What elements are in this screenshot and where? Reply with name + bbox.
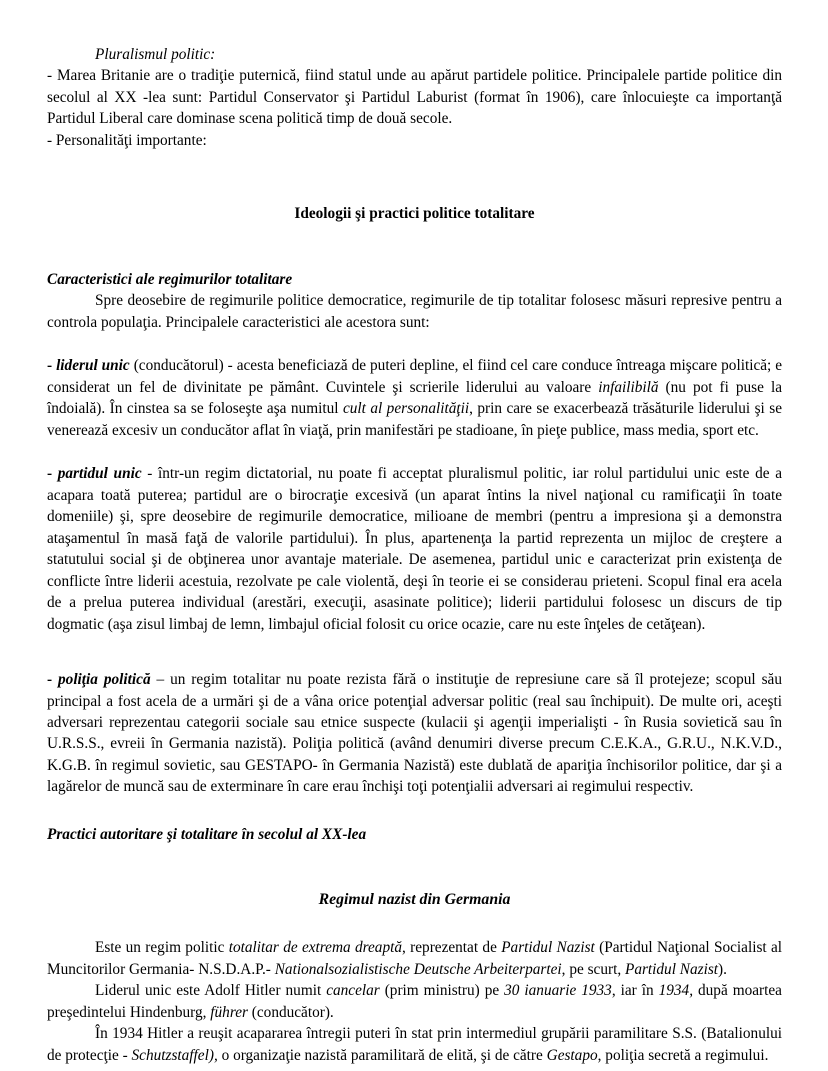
nazist3-text-3: , poliţia secretă a regimului. bbox=[597, 1046, 769, 1064]
spacer bbox=[47, 798, 782, 824]
nazist3-italic-schutzstaffel: Schutzstaffel), bbox=[131, 1046, 218, 1064]
lider-italic-cult-personalitatii: cult al personalităţii bbox=[342, 400, 470, 418]
politie-dash: - bbox=[47, 671, 59, 689]
nazist2-text-1: Liderul unic este Adolf Hitler numit bbox=[95, 982, 327, 1000]
nazist1-italic-partidul-nazist-2: Partidul Nazist bbox=[624, 960, 719, 978]
nazist2-italic-data-1933: 30 ianuarie 1933 bbox=[504, 982, 612, 1000]
nazist1-text-3: (Partidul Naţional Socialist al Muncitorilor Germania- N.S.D.A.P.- bbox=[47, 939, 783, 978]
nazist2-text-2: (prim ministru) pe bbox=[379, 982, 505, 1000]
personalitati-line: - Personalităţi importante: bbox=[47, 131, 207, 149]
caracteristici-body: Spre deosebire de regimurile politice democratice, regimurile de tip totalitar folosesc măsuri represive pentru a controla populaţia. Principalele caracteristici ale acestora sunt: bbox=[47, 292, 782, 331]
spacer bbox=[47, 845, 782, 889]
paragraph-partidul-unic bbox=[47, 463, 782, 635]
paragraph-nazist-1 bbox=[47, 937, 782, 980]
nazist1-text-5: ). bbox=[718, 960, 727, 978]
partid-dash: - bbox=[47, 465, 58, 483]
spacer bbox=[47, 333, 782, 355]
lider-term: liderul unic bbox=[56, 357, 130, 375]
nazist1-italic-partidul-nazist: Partidul Nazist bbox=[501, 939, 595, 957]
nazist2-italic-an-1934: 1934, bbox=[658, 982, 694, 1000]
partid-text-1: - într-un regim dictatorial, nu poate fi acceptat pluralismul politic, iar rolul partidului unic este de a acapara toată puterea; partidul are o birocraţie excesivă (un aparat întins la nivel naţional cu ramificaţii în toate domeniile) şi, spre deosebire de regimurile democratice, milioane de membri (pentru a impresiona şi a demonstra ataşamentul în masă faţă de valorile partidului). În plus, apartenenţa la partid reprezenta un mijloc de creştere a statutului social şi de obţinerea unor avantaje materiale. De asemenea, partidul unic e caracterizat prin existenţa de conflicte între liderii acestuia, rezolvate pe cale violentă, deşi în teorie ei se considerau prieteni. Scopul final era acela de a prelua puterea individual (arestări, execuţii, asasinate politice); liderii partidului folosesc un discurs de tip dogmatic (aşa zisul limbaj de lemn, limbajul oficial folosit cu orice ocazie, care nu este înţeles de cetăţean). bbox=[47, 465, 782, 633]
politie-term: poliţia politică bbox=[58, 671, 151, 689]
nazist1-italic-nsdap-name: Nationalsozialistische Deutsche Arbeiterpartei bbox=[274, 960, 562, 978]
pluralism-label: Pluralismul politic: bbox=[95, 46, 216, 63]
lider-text-3: , prin care se exacerbează trăsăturile liderului şi se venerează excesiv un conducător aflat în viaţă, prin manifestări pe stadioane, în pieţe publice, mass media, sport etc. bbox=[47, 400, 782, 439]
heading-regimul-nazist: Regimul nazist din Germania bbox=[318, 891, 511, 909]
paragraph-nazist-3 bbox=[47, 1023, 782, 1066]
nazist1-text-1: Este un regim politic bbox=[95, 939, 229, 957]
nazist2-text-3: , iar în bbox=[611, 982, 659, 1000]
spacer bbox=[47, 225, 782, 269]
lider-text-1: (conducătorul) - acesta beneficiază de puteri depline, el fiind cel care conduce întreaga mişcare politică; e considerat un fel de divinitate pe pământ. Cuvintele şi scrierile liderului au valoare bbox=[47, 357, 783, 396]
spacer bbox=[47, 911, 782, 937]
nazist1-text-2: , reprezentat de bbox=[402, 939, 502, 957]
lider-italic-infailibila: infailibilă bbox=[598, 378, 659, 396]
spacer bbox=[47, 441, 782, 463]
nazist1-text-4: , pe scurt, bbox=[561, 960, 625, 978]
paragraph-liderul-unic bbox=[47, 355, 782, 441]
nazist2-text-4: după moartea preşedintelui Hindenburg, bbox=[47, 982, 782, 1021]
lider-text-2: (nu pot fi puse la îndoială). În cinstea sa se foloseşte aşa numitul bbox=[47, 378, 782, 418]
page-title: Ideologii şi practici politice totalitare bbox=[294, 205, 535, 223]
nazist2-text-5: (conducător). bbox=[247, 1003, 334, 1021]
nazist3-text-1: În 1934 Hitler a reuşit acapararea întregii puteri în stat prin intermediul grupării paramilitare S.S. (Batalionului de protecţie - bbox=[47, 1025, 782, 1064]
nazist2-italic-cancelar: cancelar bbox=[326, 982, 380, 1000]
heading-practici: Practici autoritare şi totalitare în secolul al XX-lea bbox=[47, 825, 367, 843]
nazist3-text-2: o organizaţie nazistă paramilitară de elită, şi de către bbox=[217, 1046, 547, 1064]
nazist1-italic-totalitar: totalitar de extrema dreaptă bbox=[228, 939, 403, 957]
spacer bbox=[47, 151, 782, 203]
paragraph-politia-politica bbox=[47, 669, 782, 798]
heading-caracteristici: Caracteristici ale regimurilor totalitare bbox=[47, 270, 293, 288]
lider-dash: - bbox=[47, 357, 57, 375]
politie-text-1: – un regim totalitar nu poate rezista fără o instituţie de represiune care să îl protejeze; scopul său principal a fost acela de a urmări şi de a vâna orice potenţial adversar politic (real sau închipuit). De multe ori, aceşti adversari reprezentau categorii sociale sau etnice suspecte (kulacii şi agenţii imperialişti - în Rusia sovietică sau în U.R.S.S., evreii în Germania nazistă). Poliţia politică (având denumiri diverse precum C.E.K.A., G.R.U., N.K.V.D., K.G.B. în regimul sovietic, sau GESTAPO- în Germania Nazistă) este dublată de apariţia închisorilor politice, dar şi a lagărelor de muncă sau de exterminare în care erau închişi toţi potenţialii adversari ai regimului respectiv. bbox=[47, 671, 782, 796]
partid-term: partidul unic bbox=[57, 465, 142, 483]
nazist2-italic-fuhrer: führer bbox=[210, 1003, 248, 1021]
britain-paragraph: - Marea Britanie are o tradiţie puternică, fiind statul unde au apărut partidele politice. Principalele partide politice din secolul al XX -lea sunt: Partidul Conservator şi Partidul Laburist (format în 1906), care înlocuieşte ca importanţă Partidul Liberal care dominase scena politică timp de două secole. bbox=[47, 67, 782, 128]
document-body bbox=[47, 44, 782, 1066]
spacer bbox=[47, 635, 782, 669]
nazist3-italic-gestapo: Gestapo bbox=[546, 1046, 598, 1064]
paragraph-nazist-2 bbox=[47, 980, 782, 1023]
